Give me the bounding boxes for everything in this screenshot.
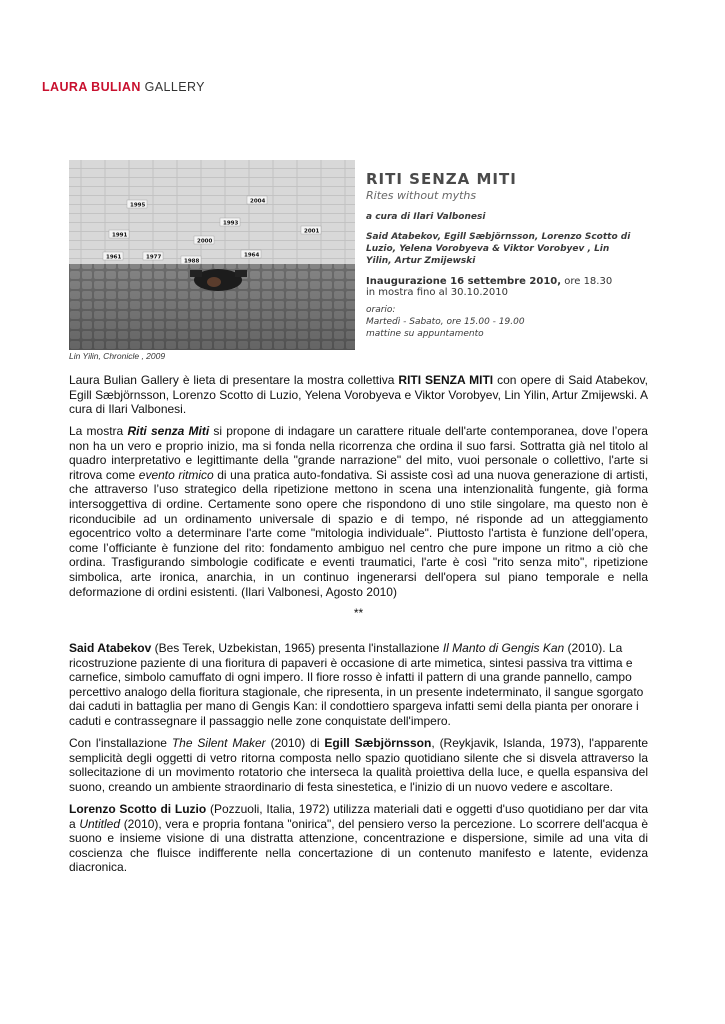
text-run: di una pratica auto-fondativa. Si assiste così ad una nuova generazione di artisti, che attraverso l’uso strategico della ripetizione mettono in scena una intenzionalità fungente, già forma intersoggettiva di ordine. Certamente sono opere che rispondono di uno stile singolare, ma questo non è riconducibile ad un ordinamento universale di spazio e di tempo, né risponde ad un atteggiamento egocentrico volto a determinare l'arte come "mitologia individuale". Piuttosto l'artista è funzione dell’opera, come l’officiante è funzione del rito: fondamento ambiguo nel centro che pure impone un ritmo a ciò che ordina. Trasfigurando simbologie codificate e eventi traumatici, l'arte è così "rito senza mito", ripetizione simbolica, arte ironica, anarchia, in un continuo ingenerarsi dell'opera sul piano temporale e nella deformazione di ordini esistenti. (Ilari Valbonesi, Agosto 2010) <box>69 467 648 599</box>
year-tag-label: 1995 <box>130 202 146 209</box>
text-run: (2010) di <box>265 736 325 750</box>
text-run: Laura Bulian Gallery è lieta di presentare la mostra collettiva <box>69 373 399 387</box>
exhibition-name-bold: RITI SENZA MITI <box>398 373 494 387</box>
text-run: si propone di indagare un carattere rituale dell'arte contemporanea, dove l’opera non ha un vero e proprio inizio, ma si fonda nella ricorrenza che ordina il suo farsi. Sottratta già nel titolo al quadro interpretativo e legittimante della "grande narrazione" del mito, vuoi personale o collettivo, l'arte si ritrova come <box>69 424 648 482</box>
invitation-card <box>366 170 666 340</box>
scotto-di-luzio-paragraph <box>69 802 648 875</box>
hours-label: orario: <box>366 305 396 315</box>
text-run: con opere di Said Atabekov, Egill Sæbjörnsson, Lorenzo Scotto di Luzio, Yelena Vorobyeva e Viktor Vorobyev, Lin Yilin, Artur Zmijewski. A cura di Ilari Valbonesi. <box>69 373 648 417</box>
artwork-title: Untitled <box>79 816 121 831</box>
artist-name: Said Atabekov <box>69 641 152 655</box>
artist-name: Egill Sæbjörnsson <box>324 736 432 750</box>
italic-term: evento ritmico <box>138 467 214 482</box>
year-tag-label: 1964 <box>244 252 260 259</box>
hours-value: Martedì - Sabato, ore 15.00 - 19.00 <box>366 317 525 327</box>
exhibition-name-bold-italic: Riti senza Miti <box>127 424 210 438</box>
photo-caption: Lin Yilin, Chronicle , 2009 <box>69 351 166 361</box>
year-tag-label: 1993 <box>223 220 239 227</box>
year-tag-label: 1977 <box>146 254 162 261</box>
exhibition-until: in mostra fino al 30.10.2010 <box>366 287 508 298</box>
logo-gallery: GALLERY <box>140 80 205 94</box>
artwork-photo <box>69 160 355 350</box>
text-run: La mostra <box>69 424 128 438</box>
opening-date: Inaugurazione 16 settembre 2010, <box>366 276 562 287</box>
opening-hours <box>366 304 666 340</box>
artists-list: Said Atabekov, Egill Sæbjörnsson, Lorenzo Scotto di Luzio, Yelena Vorobyeva & Viktor Vorobyev , Lin Yilin, Artur Zmijewski <box>366 232 631 266</box>
concept-paragraph <box>69 424 648 599</box>
year-tag-label: 2001 <box>304 228 320 235</box>
opening-line <box>366 276 666 287</box>
exhibition-subtitle: Rites without myths <box>366 189 477 202</box>
exhibition-title: RITI SENZA MITI <box>366 170 517 188</box>
artwork-title: The Silent Maker <box>171 736 266 750</box>
logo-brand: LAURA BULIAN <box>42 80 141 94</box>
artist-name: Lorenzo Scotto di Luzio <box>69 802 207 816</box>
appointment-note: mattine su appuntamento <box>366 329 484 339</box>
text-run: , (Reykjavik, Islanda, 1973), l'apparente semplicità degli oggetti di vetro ritorna composta nello spazio quotidiano silente che si disvela attraverso la sollecitazione di un movimento rotatorio che interseca la qualità proiettiva della luce, e quella espansiva del suono, creando un ambiente straordinario di festa sinestetica, e l'inizio di un nuovo vedere e ascoltare. <box>69 736 649 794</box>
text-run: (2010). La ricostruzione paziente di una fioritura di papaveri è occasione di arte mimetica, sintesi passiva tra vittima e carnefice, simbolo camuffato di ogni impero. Il fiore rosso è infatti il pattern di una grande pannello, campo percettivo analogo della fioritura stagionale, che ripresenta, in un presente indeterminato, il sangue sgorgato dai caduti in battaglia per mano di Gengis Kan: il condottiero spargeva infatti semi della pianta per onorare i caduti e contrassegnare il passaggio nelle zone conquistate dell'impero. <box>69 641 644 728</box>
text-run: Con l'installazione <box>69 736 172 750</box>
gallery-logo <box>42 80 205 94</box>
year-tag-label: 2004 <box>250 198 266 205</box>
text-run: (Bes Terek, Uzbekistan, 1965) presenta l'installazione <box>151 641 443 655</box>
text-run: (Pozzuoli, Italia, 1972) utilizza materiali dati e oggetti d'uso quotidiano per dar vita a <box>69 802 648 831</box>
saebjornsson-paragraph <box>69 736 648 794</box>
year-tag-label: 1991 <box>112 232 128 239</box>
opening-time: ore 18.30 <box>561 276 613 287</box>
text-run: (2010), vera e propria fontana "onirica", del pensiero verso la percezione. Lo scorrere dell'acqua è suono e insieme visione di una distratta attenzione, concentrazione e dispersione, simile ad una vita di coscienza che fluisce indifferente nella concertazione di un contenuto manifesto e latente, evidenza diacronica. <box>69 816 649 875</box>
intro-paragraph <box>69 373 648 417</box>
year-tag-label: 2000 <box>197 238 213 245</box>
curator-line: a cura di Ilari Valbonesi <box>366 212 486 222</box>
atabekov-paragraph <box>69 641 648 729</box>
year-tag-label: 1988 <box>184 258 200 265</box>
year-tag-label: 1961 <box>106 254 122 261</box>
artwork-photo-image <box>69 160 355 350</box>
section-separator: ** <box>353 606 364 620</box>
artwork-title: Il Manto di Gengis Kan <box>442 641 565 655</box>
